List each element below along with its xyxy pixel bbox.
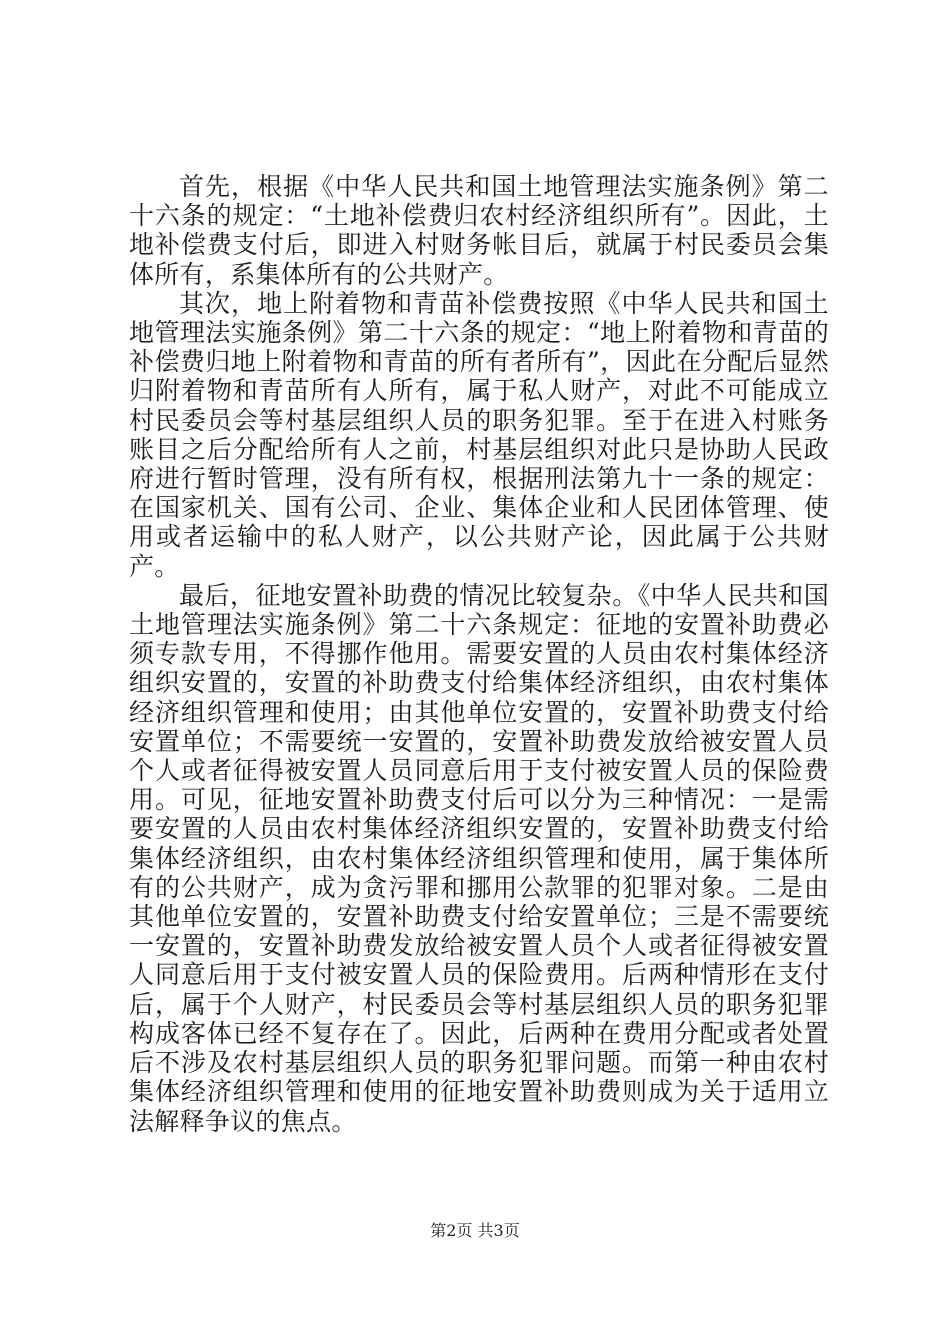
paragraph-second: 其次，地上附着物和青苗补偿费按照《中华人民共和国土地管理法实施条例》第二十六条的规定：“地上附着物和青苗的补偿费归地上附着物和青苗的所有者所有”，因此在分配后显然归附着物和青苗所有人所有，属于私人财产，对此不可能成立村民委员会等村基层组织人员的职务犯罪。至于在进入村账务账目之后分配给所有人之前，村基层组织对此只是协助人民政府进行暂时管理，没有所有权，根据刑法第九十一条的规定：在国家机关、国有公司、企业、集体企业和人民团体管理、使用或者运输中的私人财产，以公共财产论，因此属于公共财产。	[129, 288, 829, 581]
paragraph-third: 最后，征地安置补助费的情况比较复杂。《中华人民共和国土地管理法实施条例》第二十六条规定：征地的安置补助费必须专款专用，不得挪作他用。需要安置的人员由农村集体经济组织安置的，安置的补助费支付给集体经济组织，由农村集体经济组织管理和使用；由其他单位安置的，安置补助费支付给安置单位；不需要统一安置的，安置补助费发放给被安置人员个人或者征得被安置人员同意后用于支付被安置人员的保险费用。可见，征地安置补助费支付后可以分为三种情况：一是需要安置的人员由农村集体经济组织安置的，安置补助费支付给集体经济组织，由农村集体经济组织管理和使用，属于集体所有的公共财产，成为贪污罪和挪用公款罪的犯罪对象。二是由其他单位安置的，安置补助费支付给安置单位；三是不需要统一安置的，安置补助费发放给被安置人员个人或者征得被安置人同意后用于支付被安置人员的保险费用。后两种情形在支付后，属于个人财产，村民委员会等村基层组织人员的职务犯罪构成客体已经不复存在了。因此，后两种在费用分配或者处置后不涉及农村基层组织人员的职务犯罪问题。而第一种由农村集体经济组织管理和使用的征地安置补助费则成为关于适用立法解释争议的焦点。	[129, 580, 829, 1136]
document-body	[129, 172, 829, 1136]
page-number-footer: 第2页 共3页	[430, 1221, 520, 1240]
paragraph-first: 首先，根据《中华人民共和国土地管理法实施条例》第二十六条的规定：“土地补偿费归农村经济组织所有”。因此，土地补偿费支付后，即进入村财务帐目后，就属于村民委员会集体所有，系集体所有的公共财产。	[129, 172, 829, 289]
